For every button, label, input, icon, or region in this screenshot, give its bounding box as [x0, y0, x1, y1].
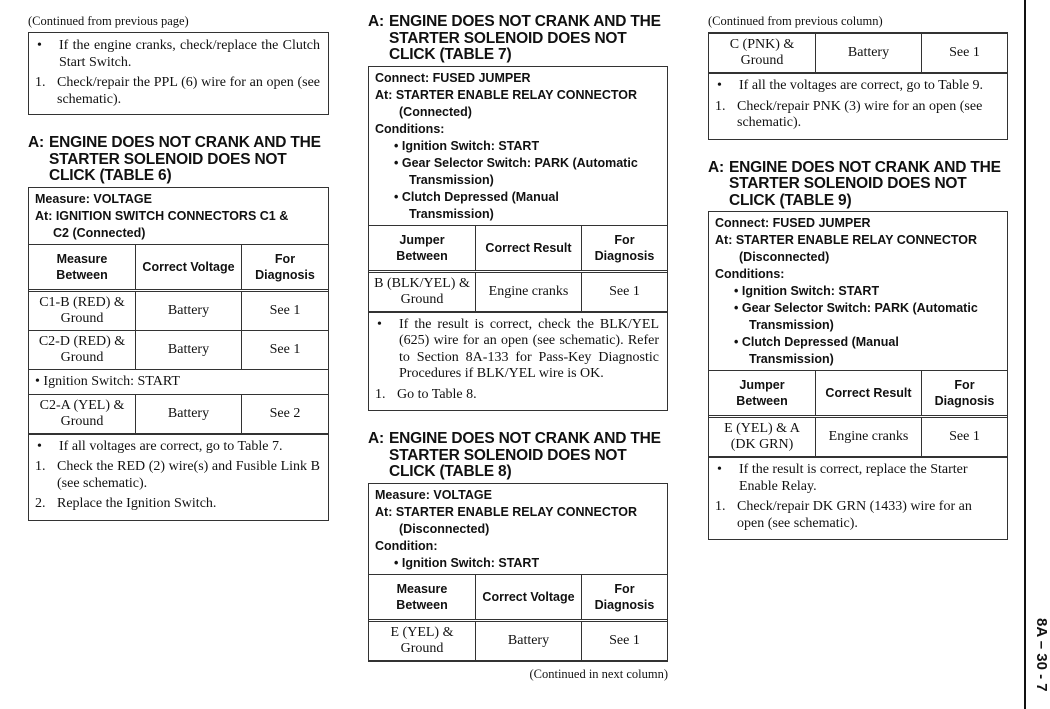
table-row — [369, 271, 667, 311]
column-1 — [28, 0, 329, 521]
note-marker: 1. — [715, 98, 726, 114]
note-text: If the result is correct, replace the Starter Enable Relay. — [739, 462, 968, 494]
table-row — [709, 34, 1007, 73]
note-marker: 1. — [375, 386, 386, 402]
cell-value: Battery — [476, 620, 582, 660]
column-header: Correct Result — [816, 371, 922, 417]
note-item — [715, 462, 999, 495]
table8-box — [368, 483, 668, 662]
cell-diag: See 1 — [242, 290, 329, 330]
cell-value: Battery — [136, 290, 242, 330]
table-row — [369, 620, 667, 660]
table6-spec — [29, 188, 328, 244]
column-header: Correct Result — [476, 225, 582, 271]
cell-diag: See 1 — [582, 620, 668, 660]
column-2 — [368, 0, 668, 682]
note-text: Replace the Ignition Switch. — [57, 496, 217, 511]
table9-grid — [709, 370, 1007, 457]
note-text: Check/repair DK GRN (1433) wire for an open (see schematic). — [737, 499, 972, 531]
note-item — [35, 459, 320, 492]
note-marker: 1. — [35, 75, 46, 90]
note-marker: • — [717, 78, 722, 93]
condition-cell: • Ignition Switch: START — [29, 369, 328, 394]
at-line-cont: (Disconnected) — [739, 250, 830, 264]
table8-notes — [709, 73, 1007, 139]
note-item — [35, 439, 320, 456]
condition-row — [29, 369, 328, 394]
note-text: Go to Table 8. — [397, 386, 477, 402]
at-line-cont: C2 (Connected) — [53, 225, 146, 240]
note-marker: • — [717, 462, 722, 477]
note-item — [35, 75, 320, 108]
note-marker: • — [37, 38, 42, 53]
table6-notes — [29, 434, 328, 520]
note-marker: 1. — [35, 459, 46, 474]
table6-grid — [29, 244, 328, 434]
table6-heading: A: ENGINE DOES NOT CRANK AND THE STARTER SOLENOID DOES NOT CLICK (TABLE 6) — [28, 134, 321, 184]
at-line: At: IGNITION SWITCH CONNECTORS C1 & — [35, 208, 289, 223]
table7-box — [368, 66, 668, 412]
continued-next-note: (Continued in next column) — [529, 666, 668, 681]
note-marker: 2. — [35, 496, 46, 511]
at-line-cont: (Disconnected) — [399, 521, 490, 536]
table7-heading: A: ENGINE DOES NOT CRANK AND THE STARTER SOLENOID DOES NOT CLICK (TABLE 7) — [368, 13, 661, 63]
cell-value: Battery — [136, 394, 242, 433]
cell-value: Battery — [136, 330, 242, 369]
page-number: 8A – 30 - 7 — [1033, 618, 1050, 692]
continued-from-note: (Continued from previous page) — [28, 14, 189, 28]
column-header: For Diagnosis — [242, 244, 329, 290]
note-text: If all voltages are correct, go to Table 7. — [59, 438, 283, 454]
note-text: If the result is correct, check the BLK/YEL (625) wire for an open (see schematic). Refer to Section 8A-133 for Pass-Key Diagnostic Procedures if BLK/YEL wire is OK. — [399, 316, 659, 381]
cell-between: E (YEL) & A (DK GRN) — [709, 417, 816, 457]
cell-diag: See 2 — [242, 394, 329, 433]
table-header-row — [369, 225, 667, 271]
column-header: Jumper Between — [369, 225, 476, 271]
note-item — [715, 99, 999, 132]
table8-spec — [369, 484, 667, 574]
connect-line: Connect: FUSED JUMPER — [375, 70, 531, 85]
condition-item: • Gear Selector Switch: PARK (Automatic — [394, 155, 638, 170]
column-header: Measure Between — [369, 574, 476, 620]
measure-line: Measure: VOLTAGE — [375, 487, 492, 502]
note-text: If all the voltages are correct, go to Table 9. — [739, 78, 984, 93]
table-header-row — [29, 244, 328, 290]
column-header: Correct Voltage — [136, 244, 242, 290]
table7-notes — [369, 312, 667, 411]
continued-notes-box — [28, 32, 329, 115]
at-line: At: STARTER ENABLE RELAY CONNECTOR — [375, 87, 638, 102]
at-line: At: STARTER ENABLE RELAY CONNECTOR — [715, 233, 978, 247]
note-item — [35, 38, 320, 71]
column-header: For Diagnosis — [582, 574, 668, 620]
column-header: Correct Voltage — [476, 574, 582, 620]
table7-spec — [369, 67, 667, 225]
cell-diag: See 1 — [922, 417, 1008, 457]
note-text: Check/repair the PPL (6) wire for an open (see schematic). — [57, 75, 320, 107]
cell-between: B (BLK/YEL) & Ground — [369, 271, 476, 311]
measure-line: Measure: VOLTAGE — [35, 191, 152, 206]
note-item — [715, 499, 999, 532]
column-3 — [708, 0, 1008, 540]
at-line: At: STARTER ENABLE RELAY CONNECTOR — [375, 504, 638, 519]
note-text: Check/repair PNK (3) wire for an open (see schematic). — [737, 98, 983, 130]
table9-box — [708, 211, 1008, 540]
note-marker: • — [377, 316, 382, 332]
cell-value: Engine cranks — [816, 417, 922, 457]
table9-heading: A: ENGINE DOES NOT CRANK AND THE STARTER SOLENOID DOES NOT CLICK (TABLE 9) — [708, 158, 1001, 209]
column-header: Jumper Between — [709, 371, 816, 417]
condition-item-cont: Transmission) — [409, 206, 494, 221]
condition-item-cont: Transmission) — [409, 172, 494, 187]
table8-heading: A: ENGINE DOES NOT CRANK AND THE STARTER SOLENOID DOES NOT CLICK (TABLE 8) — [368, 430, 661, 480]
cell-between: E (YEL) & Ground — [369, 620, 476, 660]
condition-item: • Ignition Switch: START — [734, 284, 880, 298]
page-edge-rule — [1024, 0, 1026, 709]
cell-diag: See 1 — [922, 34, 1008, 73]
note-item — [35, 496, 320, 513]
table-row — [709, 417, 1007, 457]
condition-label: Condition: — [375, 538, 438, 553]
table-row — [29, 330, 328, 369]
connect-line: Connect: FUSED JUMPER — [715, 216, 871, 230]
table9-notes — [709, 457, 1007, 539]
table8-continued-grid — [709, 33, 1007, 73]
cell-value: Engine cranks — [476, 271, 582, 311]
cell-between: C2-A (YEL) & Ground — [29, 394, 136, 433]
column-header: Measure Between — [29, 244, 136, 290]
table9-spec — [709, 212, 1007, 370]
table-header-row — [369, 574, 667, 620]
condition-item: • Ignition Switch: START — [394, 555, 540, 570]
note-text: Check the RED (2) wire(s) and Fusible Link B (see schematic). — [57, 459, 320, 491]
cell-diag: See 1 — [582, 271, 668, 311]
cell-between: C (PNK) & Ground — [709, 34, 816, 73]
condition-item-cont: Transmission) — [749, 352, 834, 366]
condition-item: • Ignition Switch: START — [394, 138, 540, 153]
cell-diag: See 1 — [242, 330, 329, 369]
cell-between: C2-D (RED) & Ground — [29, 330, 136, 369]
condition-item: • Clutch Depressed (Manual — [734, 335, 899, 349]
column-header: For Diagnosis — [922, 371, 1008, 417]
note-item — [375, 387, 659, 404]
at-line-cont: (Connected) — [399, 104, 472, 119]
table-row — [29, 394, 328, 433]
column-header: For Diagnosis — [582, 225, 668, 271]
condition-item: • Clutch Depressed (Manual — [394, 189, 559, 204]
table-header-row — [709, 371, 1007, 417]
cell-between: C1-B (RED) & Ground — [29, 290, 136, 330]
note-marker: • — [37, 438, 42, 454]
note-text: If the engine cranks, check/replace the Clutch Start Switch. — [59, 38, 320, 70]
table-row — [29, 290, 328, 330]
table6-box — [28, 187, 329, 521]
note-item — [715, 78, 999, 95]
table8-grid — [369, 574, 667, 661]
cell-value: Battery — [816, 34, 922, 73]
table8-continued-box — [708, 32, 1008, 140]
note-item — [375, 317, 659, 383]
conditions-label: Conditions: — [715, 267, 785, 281]
conditions-label: Conditions: — [375, 121, 445, 136]
condition-item: • Gear Selector Switch: PARK (Automatic — [734, 301, 978, 315]
note-marker: 1. — [715, 499, 726, 514]
continued-from-note: (Continued from previous column) — [708, 14, 883, 28]
table7-grid — [369, 225, 667, 312]
condition-item-cont: Transmission) — [749, 318, 834, 332]
